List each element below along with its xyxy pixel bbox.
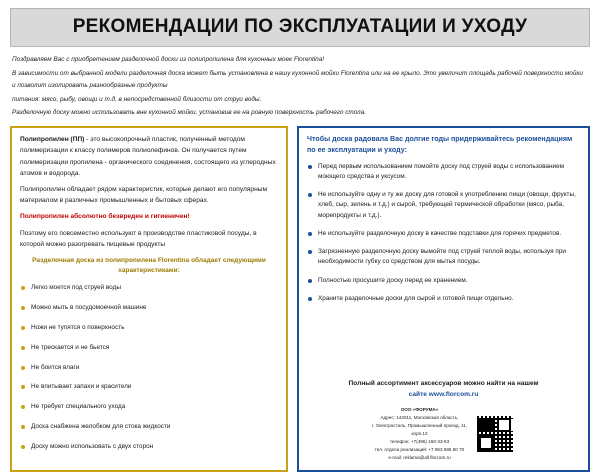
list-item: Легко моется под струей воды: [20, 283, 278, 293]
company-address-line-1: Адрес: 144011, Московская область,: [380, 414, 459, 420]
company-address-line-3: корп.12: [411, 431, 428, 436]
company-email[interactable]: e-mail: reklama@all.florcom.ru: [388, 455, 451, 461]
title-banner: [10, 8, 590, 47]
list-item: Не трескается и не бьется: [20, 343, 278, 353]
features-subheading: Разделочная доска из полипропилена Florentina обладает следующими характеристиками:: [32, 257, 266, 275]
material-definition-text: - это высокопрочный пластик, полученный методом полимеризации к классу полимеров полиолефинов. Он получается путем полимеризации пропилена - органического соединения, состоящего из углеродных атомов и водорода.: [20, 136, 276, 177]
right-column-care-instructions: [297, 126, 590, 472]
intro-line-3: питания: мясо, рыбу, овощи и т.д. в непосредственной близости от струи воды.: [12, 95, 262, 103]
page-title: РЕКОМЕНДАЦИИ ПО ЭКСПЛУАТАЦИИ И УХОДУ: [72, 16, 528, 37]
list-item: Не боится влаги: [20, 363, 278, 373]
company-address-line-2: г. Электросталь, Промышленный проезд, 11,: [371, 422, 468, 428]
left-column-material-info: [10, 126, 288, 472]
company-phone: телефон: +7(495) 150-33-53: [389, 439, 450, 445]
safety-note: Поэтому его повсеместно используют в производстве пластиковой посуды, в которой можно разогревать пищевые продукты: [20, 229, 257, 248]
list-item: Храните разделочные доски для сырой и готовой пищи отдельно.: [307, 294, 580, 304]
list-item: Ножи не тупятся о поверхность: [20, 323, 278, 333]
intro-paragraph: [12, 54, 588, 119]
material-name: Полипропилен (ПП): [20, 136, 85, 144]
list-item: Не требует специального ухода: [20, 402, 278, 412]
promo-block: [307, 372, 580, 400]
list-item: Не используйте разделочную доску в качестве подставки для горячих предметов.: [307, 229, 580, 239]
safety-statement: Полипропилен абсолютно безвреден и гигиеничен!: [20, 213, 190, 221]
features-list: [20, 283, 278, 452]
list-item: Можно мыть в посудомоечной машине: [20, 303, 278, 313]
contact-details: [372, 406, 467, 462]
promo-website-link[interactable]: сайте www.florcom.ru: [408, 390, 479, 398]
list-item: Перед первым использованием помойте доску под струей воды с использованием моющего средства и уксусом.: [307, 162, 580, 183]
material-usage-text: Полипропилен обладает рядом характеристик, которые делают его популярным материалом в различных промышленных и бытовых сферах.: [20, 186, 268, 205]
columns-container: [10, 126, 590, 472]
list-item: Полностью просушите доску перед ее хранением.: [307, 276, 580, 286]
promo-line-1: Полный ассортимент аксессуаров можно найти на нашем: [348, 379, 539, 387]
list-item: Доска снабжена желобком для стока жидкости: [20, 422, 278, 432]
company-fax: тел. отдела реализаций: +7 963 695 80 70: [374, 447, 465, 453]
list-item: Доску можно использовать с двух сторон: [20, 442, 278, 452]
intro-line-4: Разделочную доску можно использовать вне кухонной мойки, установив ее на ровную поверхность рабочего стола.: [12, 109, 366, 117]
material-definition: [20, 134, 278, 179]
list-item: Не впитывает запахи и красители: [20, 382, 278, 392]
qr-code-icon: [475, 414, 515, 454]
care-tips-list: [307, 162, 580, 313]
care-heading: Чтобы доска радовала Вас долгие годы придерживайтесь рекомендациям по ее эксплуатации и уходу:: [307, 135, 573, 154]
contact-block: [307, 406, 580, 462]
list-item: Загрязненную разделочную доску вымойте под струей теплой воды, используя при необходимости губку со средством для мытья посуды.: [307, 247, 580, 268]
list-item: Не используйте одну и ту же доску для готовой к употреблению пищи (овощи, фрукты, хлеб, сыр, зелень и т.д.) и сырой, требующей термической обработки (мясо, рыба, морепродукты и т.д.).: [307, 190, 580, 221]
company-name: ООО «ФОРУМА»: [400, 406, 439, 412]
intro-line-1: Поздравляем Вас с приобретением разделочной доски из полипропилена для кухонных моек Florentina!: [12, 56, 325, 63]
intro-line-2: В зависимости от выбранной модели разделочная доска может быть установлена в нашу кухонной мойки Florentina или на ее крыло. Это увеличит площадь рабочей поверхности мойки и позволит изолировать разнообразные продукты: [12, 69, 583, 89]
